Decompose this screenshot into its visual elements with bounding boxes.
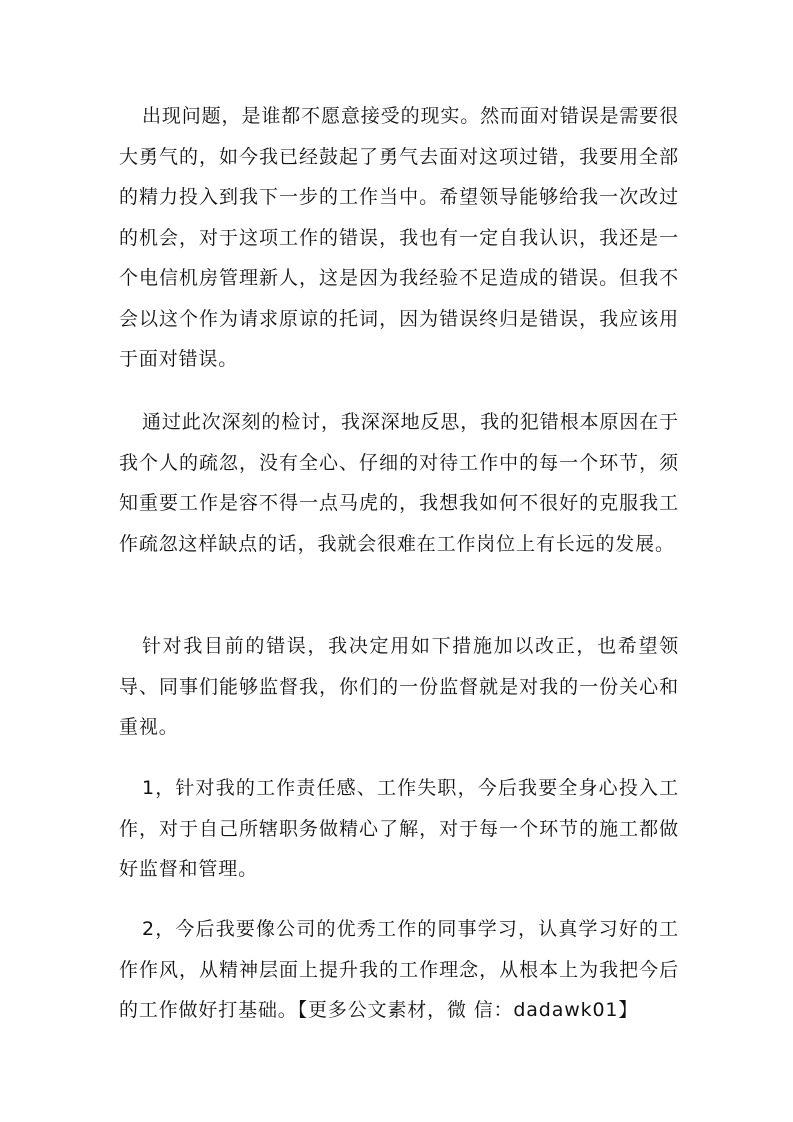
paragraph-3: 针对我目前的错误，我决定用如下措施加以改正，也希望领导、同事们能够监督我，你们的一份监督就是对我的一份关心和重视。 bbox=[119, 635, 679, 738]
paragraph-1: 出现问题，是谁都不愿意接受的现实。然而面对错误是需要很大勇气的，如今我已经鼓起了勇气去面对这项过错，我要用全部的精力投入到我下一步的工作当中。希望领导能够给我一次改过的机会，对于这项工作的错误，我也有一定自我认识，我还是一个电信机房管理新人，这是因为我经验不足造成的错误。但我不会以这个作为请求原谅的托词，因为错误终归是错误，我应该用于面对错误。 bbox=[119, 105, 679, 370]
paragraph-4: 1，针对我的工作责任感、工作失职，今后我要全身心投入工作，对于自己所辖职务做精心了解，对于每一个环节的施工都做好监督和管理。 bbox=[119, 777, 679, 880]
paragraph-5: 2，今后我要像公司的优秀工作的同事学习，认真学习好的工作作风，从精神层面上提升我的工作理念，从根本上为我把今后的工作做好打基础。【更多公文素材，微 信：dadawk01】 bbox=[119, 918, 679, 1021]
paragraph-2: 通过此次深刻的检讨，我深深地反思，我的犯错根本原因在于我个人的疏忽，没有全心、仔细的对待工作中的每一个环节，须知重要工作是容不得一点马虎的，我想我如何不很好的克服我工作疏忽这样缺点的话，我就会很难在工作岗位上有长远的发展。 bbox=[119, 411, 679, 555]
